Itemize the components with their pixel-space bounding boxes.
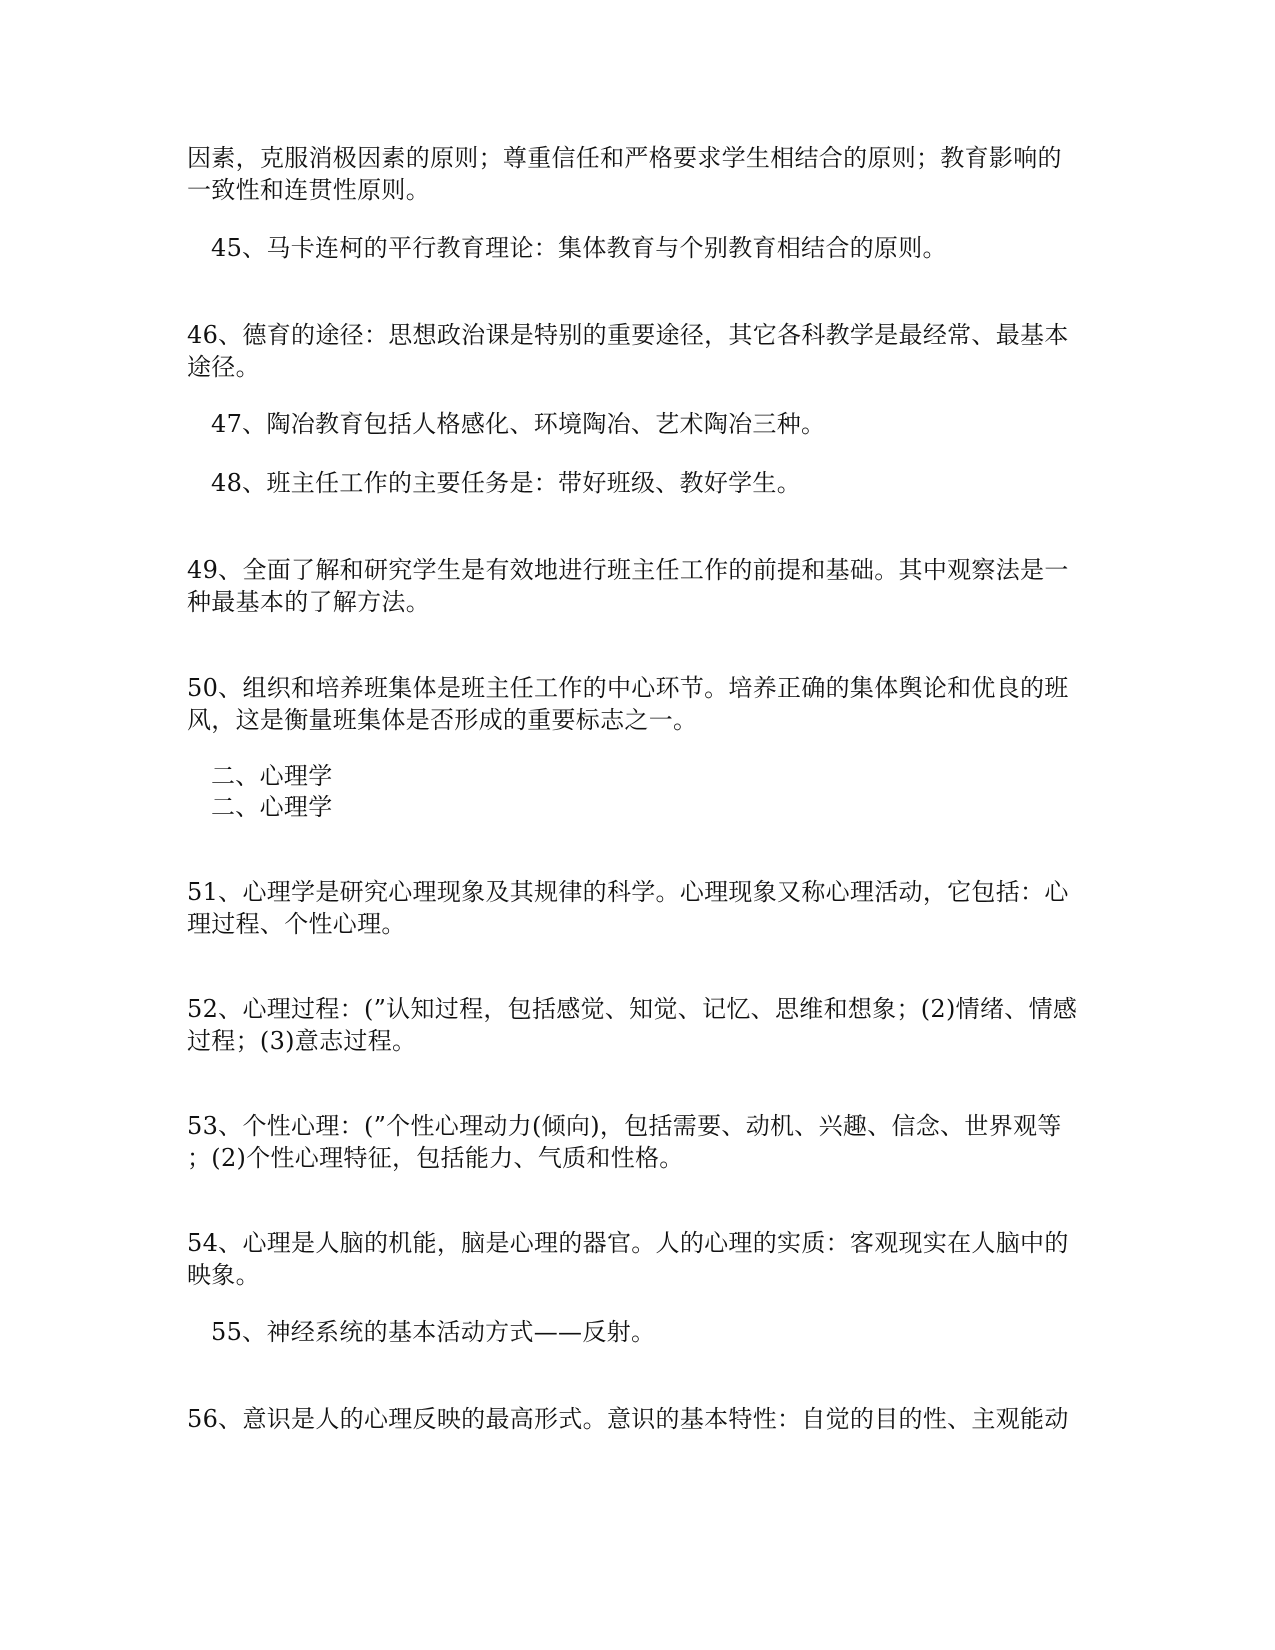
section-heading-psychology-2: 二、心理学 xyxy=(211,793,333,821)
paragraph-50-line-1: 50、组织和培养班集体是班主任工作的中心环节。培养正确的集体舆论和优良的班 xyxy=(187,674,1069,702)
paragraph-54-line-1: 54、心理是人脑的机能，脑是心理的器官。人的心理的实质：客观现实在人脑中的 xyxy=(187,1229,1069,1257)
paragraph-56-line-1: 56、意识是人的心理反映的最高形式。意识的基本特性：自觉的目的性、主观能动 xyxy=(187,1405,1069,1433)
paragraph-49-line-1: 49、全面了解和研究学生是有效地进行班主任工作的前提和基础。其中观察法是一 xyxy=(187,556,1069,584)
paragraph-46-line-2: 途径。 xyxy=(187,353,260,381)
paragraph-48: 48、班主任工作的主要任务是：带好班级、教好学生。 xyxy=(211,469,802,497)
paragraph-45: 45、马卡连柯的平行教育理论：集体教育与个别教育相结合的原则。 xyxy=(211,234,947,262)
section-heading-psychology-1: 二、心理学 xyxy=(211,762,333,790)
paragraph-53-line-1: 53、个性心理：(”个性心理动力(倾向)，包括需要、动机、兴趣、信念、世界观等 xyxy=(187,1112,1062,1140)
paragraph-46-line-1: 46、德育的途径：思想政治课是特别的重要途径，其它各科教学是最经常、最基本 xyxy=(187,321,1069,349)
paragraph-52-line-2: 过程；(3)意志过程。 xyxy=(187,1027,417,1055)
paragraph-44-continued-line-1: 因素，克服消极因素的原则；尊重信任和严格要求学生相结合的原则；教育影响的 xyxy=(187,144,1062,172)
paragraph-49-line-2: 种最基本的了解方法。 xyxy=(187,588,430,616)
paragraph-50-line-2: 风，这是衡量班集体是否形成的重要标志之一。 xyxy=(187,706,698,734)
paragraph-47: 47、陶冶教育包括人格感化、环境陶冶、艺术陶冶三种。 xyxy=(211,410,826,438)
paragraph-53-line-2: ；(2)个性心理特征，包括能力、气质和性格。 xyxy=(187,1144,684,1172)
paragraph-54-line-2: 映象。 xyxy=(187,1261,260,1289)
paragraph-55: 55、神经系统的基本活动方式——反射。 xyxy=(211,1318,656,1346)
paragraph-51-line-2: 理过程、个性心理。 xyxy=(187,910,406,938)
paragraph-44-continued-line-2: 一致性和连贯性原则。 xyxy=(187,176,430,204)
paragraph-51-line-1: 51、心理学是研究心理现象及其规律的科学。心理现象又称心理活动，它包括：心 xyxy=(187,878,1069,906)
paragraph-52-line-1: 52、心理过程：(”认知过程，包括感觉、知觉、记忆、思维和想象；(2)情绪、情感 xyxy=(187,995,1078,1023)
